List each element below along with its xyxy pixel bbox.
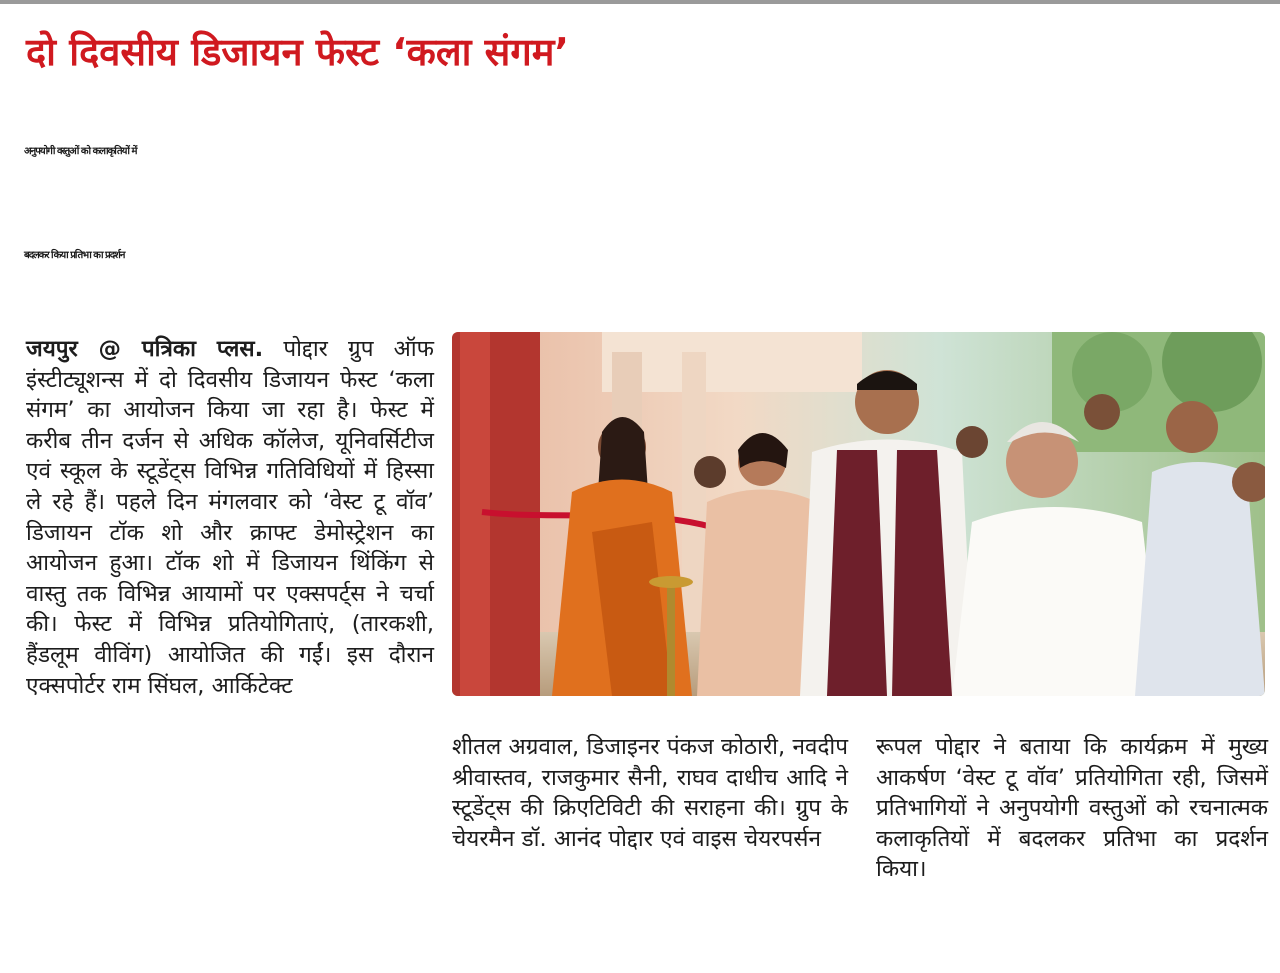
body-column-2: शीतल अग्रवाल, डिजाइनर पंकज कोठारी, नवदीप श्रीवास्तव, राजकुमार सैनी, राघव दाधीच आदि ने स्टूडेंट्स की क्रिएटिविटी की सराहना की। ग्रुप के चेयरमैन डॉ. आनंद पोद्दार एवं वाइस चेयरपर्सन <box>452 734 848 852</box>
body-text-1: पोद्दार ग्रुप ऑफ इंस्टीट्यूशन्स में दो दिवसीय डिजायन फेस्ट ‘कला संगम’ का आयोजन किया जा रहा है। फेस्ट में करीब तीन दर्जन से अधिक कॉलेज, यूनिवर्सिटीज एवं स्कूल के स्टूडेंट्स विभिन्न गतिविधियों में हिस्सा ले रहे हैं। पहले दिन मंगलवार को ‘वेस्ट टू वॉव’ डिजायन टॉक शो और क्राफ्ट डेमोस्ट्रेशन का आयोजन हुआ। टॉक शो में डिजायन थिंकिंग से वास्तु तक विभिन्न आयामों पर एक्सपर्ट्स ने चर्चा की। फेस्ट में विभिन्न प्रतियोगिताएं, (तारकशी, हैंडलूम वीविंग) आयोजित की गईं। इस दौरान एक्सपोर्टर राम सिंघल, आर्किटेक्ट <box>26 336 434 699</box>
headline-line-2: बदलकर किया प्रतिभा का प्रदर्शन <box>24 250 125 261</box>
article-photo <box>452 332 1265 696</box>
top-rule <box>0 0 1280 4</box>
headline-line-1: अनुपयोगी वस्तुओं को कलाकृतियों में <box>24 146 137 157</box>
dateline: जयपुर @ पत्रिका प्लस. <box>26 336 264 362</box>
article-headline <box>24 100 1274 308</box>
ribbon-cutting-photo <box>452 332 1265 696</box>
body-column-1 <box>26 334 434 701</box>
body-column-3: रूपल पोद्दार ने बताया कि कार्यक्रम में मुख्य आकर्षण ‘वेस्ट टू वॉव’ प्रतियोगिता रही, जिसमें प्रतिभागियों ने अनुपयोगी वस्तुओं को रचनात्मक कलाकृतियों में बदलकर प्रतिभा का प्रदर्शन किया। <box>876 734 1268 883</box>
article-kicker: दो दिवसीय डिजायन फेस्ट ‘कला संगम’ <box>26 30 569 74</box>
